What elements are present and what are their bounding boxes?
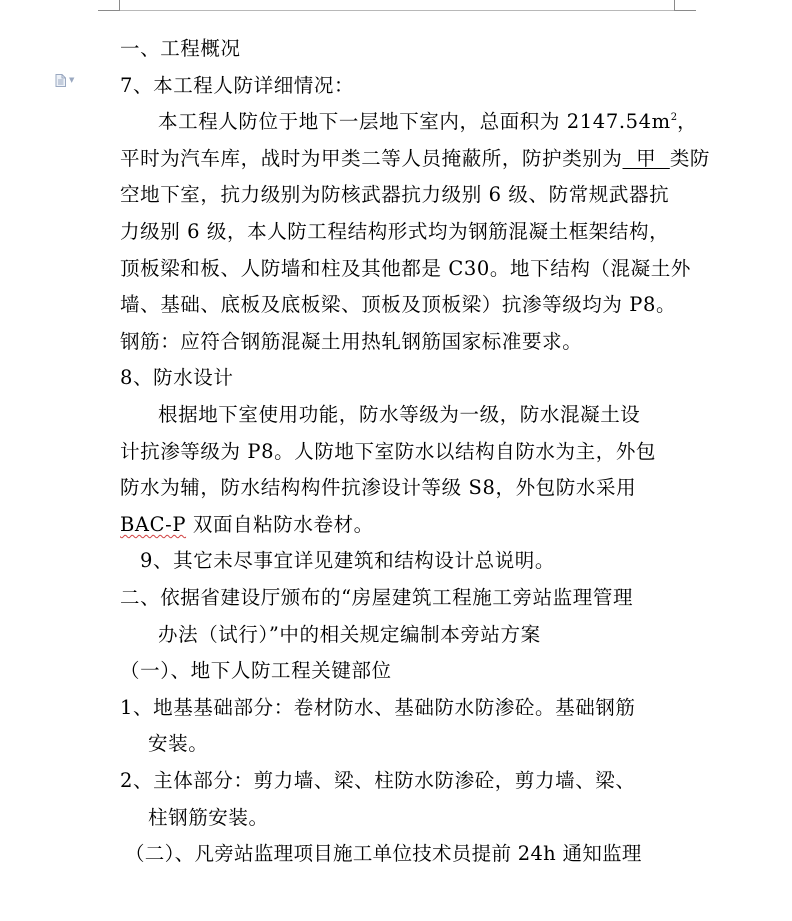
crop-mark-top-left-h — [98, 10, 120, 11]
section-7-title: 7、本工程人防详细情况： — [120, 74, 355, 97]
list-item: 2、主体部分：剪力墙、梁、柱防水防渗砼，剪力墙、梁、 — [120, 769, 636, 792]
superscript: 2 — [670, 112, 678, 123]
paragraph-marker-button[interactable] — [55, 73, 77, 87]
doc-line: 顶板梁和板、人防墙和柱及其他都是 C30。地下结构（混凝土外 — [120, 257, 691, 280]
list-item-continuation: 柱钢筋安装。 — [148, 806, 269, 829]
section-8-title: 8、防水设计 — [120, 366, 234, 389]
crop-mark-top-right-v — [674, 0, 675, 10]
spellcheck-flagged-word: BAC-P — [120, 513, 187, 536]
page-top-edge — [120, 10, 674, 11]
doc-line: BAC-P 双面自粘防水卷材。 — [120, 513, 374, 536]
subheading-key-parts: （一）、地下人防工程关键部位 — [120, 659, 392, 682]
crop-mark-top-left-v — [119, 0, 120, 10]
doc-line: 防水为辅，防水结构构件抗渗设计等级 S8，外包防水采用 — [120, 476, 637, 499]
doc-line: 钢筋：应符合钢筋混凝土用热轧钢筋国家标准要求。 — [120, 330, 583, 353]
heading-basis: 二、依据省建设厅颁布的“房屋建筑工程施工旁站监理管理 — [120, 586, 634, 609]
subheading-notice: （二）、凡旁站监理项目施工单位技术员提前 24h 通知监理 — [125, 842, 642, 865]
doc-line: 力级别 6 级，本人防工程结构形式均为钢筋混凝土框架结构， — [120, 220, 670, 243]
doc-line: 平时为汽车库，战时为甲类二等人员掩蔽所，防护类别为 甲 类防 — [120, 147, 711, 170]
section-9-title: 9、其它未尽事宜详见建筑和结构设计总说明。 — [140, 549, 556, 572]
underlined-field: 甲 — [622, 147, 670, 170]
caret-down-icon: ▼ — [69, 75, 75, 84]
crop-mark-top-right-h — [674, 10, 696, 11]
doc-line: 办法（试行）”中的相关规定编制本旁站方案 — [158, 623, 541, 646]
list-item: 1、地基基础部分：卷材防水、基础防水防渗砼。基础钢筋 — [120, 696, 636, 719]
heading-project-overview: 一、工程概况 — [120, 37, 241, 60]
list-item-continuation: 安装。 — [148, 732, 209, 755]
doc-line: 本工程人防位于地下一层地下室内，总面积为 $2147.54m^2$， — [158, 110, 698, 133]
doc-line: 根据地下室使用功能，防水等级为一级，防水混凝土设 — [158, 403, 641, 426]
doc-line: 墙、基础、底板及底板梁、顶板及顶板梁）抗渗等级均为 P8。 — [120, 293, 677, 316]
document-icon — [55, 74, 66, 87]
doc-line: 空地下室，抗力级别为防核武器抗力级别 6 级、防常规武器抗 — [120, 183, 670, 206]
doc-line: 计抗渗等级为 P8。人防地下室防水以结构自防水为主，外包 — [120, 440, 657, 463]
